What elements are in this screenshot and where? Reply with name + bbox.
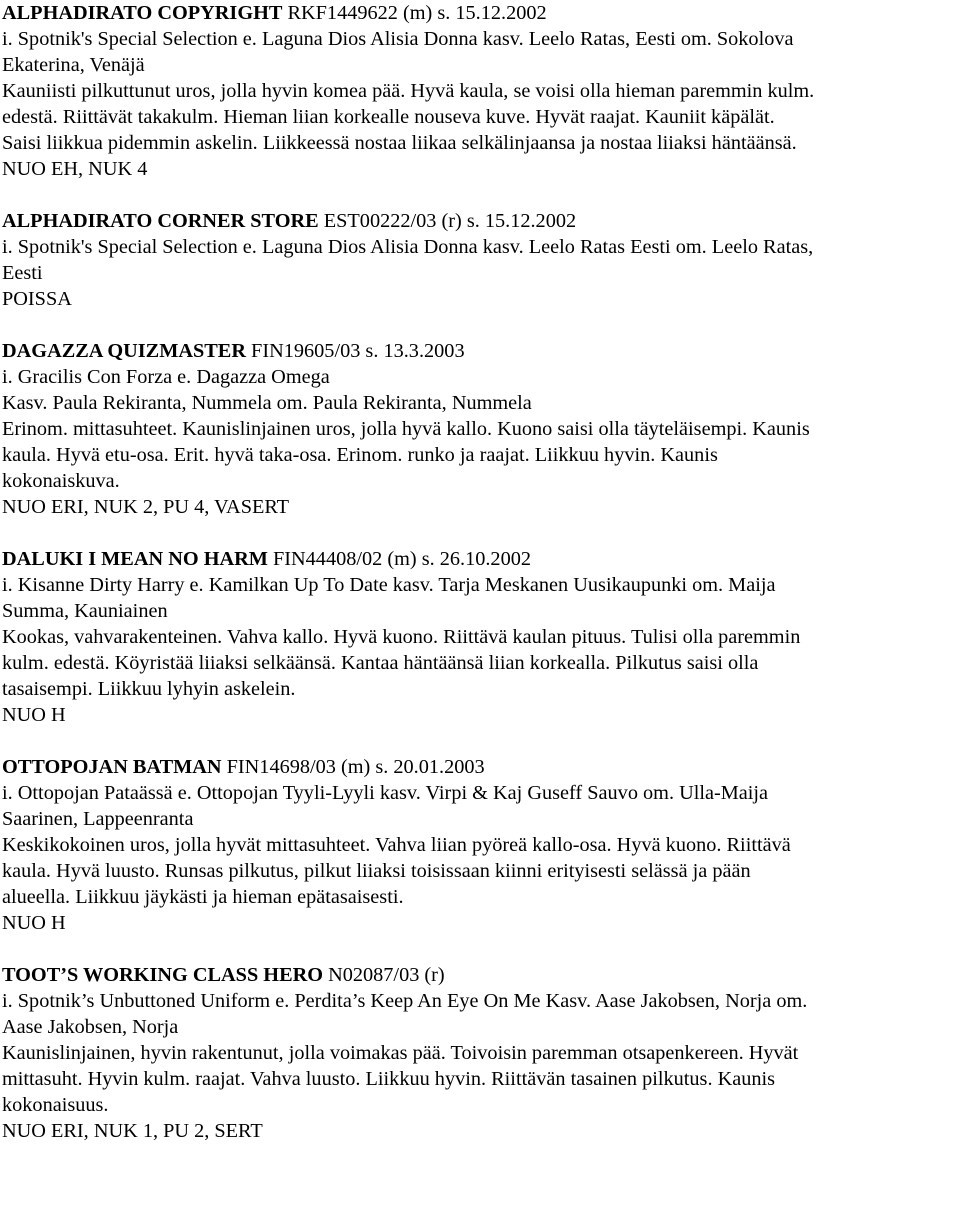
pedigree-line: i. Kisanne Dirty Harry e. Kamilkan Up To Date kasv. Tarja Meskanen Uusikaupunki om. Maija [2, 574, 776, 596]
critique-line: Keskikokoinen uros, jolla hyvät mittasuhteet. Vahva liian pyöreä kallo-osa. Hyvä kuono. Riittävä [2, 834, 791, 856]
registration-info: RKF1449622 (m) s. 15.12.2002 [282, 2, 547, 24]
result-line: NUO ERI, NUK 2, PU 4, VASERT [2, 496, 290, 518]
critique-line: alueella. Liikkuu jäykästi ja hieman epätasaisesti. [2, 886, 404, 908]
dog-entry-3 [2, 338, 956, 520]
dog-name: DAGAZZA QUIZMASTER [2, 340, 246, 362]
critique-line: Saisi liikkua pidemmin askelin. Liikkeessä nostaa liikaa selkälinjaansa ja nostaa liiaksi häntäänsä. [2, 132, 797, 154]
dog-name: TOOT’S WORKING CLASS HERO [2, 964, 324, 986]
critique-line: tasaisempi. Liikkuu lyhyin askelein. [2, 678, 296, 700]
critique-line: Kookas, vahvarakenteinen. Vahva kallo. Hyvä kuono. Riittävä kaulan pituus. Tulisi olla paremmin [2, 626, 801, 648]
registration-info: FIN19605/03 s. 13.3.2003 [245, 340, 465, 362]
dog-entry-4 [2, 546, 956, 728]
critique-line: kulm. edestä. Köyristää liiaksi selkäänsä. Kantaa häntäänsä liian korkealla. Pilkutus saisi olla [2, 652, 759, 674]
entry-header [2, 754, 956, 780]
dog-name: ALPHADIRATO COPYRIGHT [2, 2, 283, 24]
critique-line: kokonaiskuva. [2, 470, 120, 492]
pedigree-line: Ekaterina, Venäjä [2, 54, 145, 76]
pedigree-line: Aase Jakobsen, Norja [2, 1016, 179, 1038]
pedigree-line: i. Spotnik’s Unbuttoned Uniform e. Perdita’s Keep An Eye On Me Kasv. Aase Jakobsen, Norja om. [2, 990, 808, 1012]
pedigree-line: i. Spotnik's Special Selection e. Laguna Dios Alisia Donna kasv. Leelo Ratas Eesti om. Leelo Ratas, [2, 236, 814, 258]
critique-line: Kauniisti pilkuttunut uros, jolla hyvin komea pää. Hyvä kaula, se voisi olla hieman paremmin kulm. [2, 80, 815, 102]
critique-line: Erinom. mittasuhteet. Kaunislinjainen uros, jolla hyvä kallo. Kuono saisi olla täyteläisempi. Kaunis [2, 418, 810, 440]
pedigree-line: Summa, Kauniainen [2, 600, 168, 622]
result-line: NUO H [2, 704, 66, 726]
pedigree-line: i. Ottopojan Pataässä e. Ottopojan Tyyli-Lyyli kasv. Virpi & Kaj Guseff Sauvo om. Ulla-Maija [2, 782, 769, 804]
entry-header [2, 208, 956, 234]
dog-entry-2 [2, 208, 956, 312]
dog-entry-6 [2, 962, 956, 1144]
critique-line: kokonaisuus. [2, 1094, 109, 1116]
result-line: NUO EH, NUK 4 [2, 158, 148, 180]
breeder-owner-line: Kasv. Paula Rekiranta, Nummela om. Paula Rekiranta, Nummela [2, 392, 532, 414]
pedigree-line: Eesti [2, 262, 43, 284]
registration-info: FIN44408/02 (m) s. 26.10.2002 [267, 548, 531, 570]
dog-entry-1 [2, 0, 956, 182]
dog-name: DALUKI I MEAN NO HARM [2, 548, 268, 570]
entry-header [2, 338, 956, 364]
result-line: NUO ERI, NUK 1, PU 2, SERT [2, 1120, 263, 1142]
dog-name: ALPHADIRATO CORNER STORE [2, 210, 319, 232]
dog-name: OTTOPOJAN BATMAN [2, 756, 222, 778]
registration-info: N02087/03 (r) [323, 964, 445, 986]
critique-line: kaula. Hyvä etu-osa. Erit. hyvä taka-osa. Erinom. runko ja raajat. Liikkuu hyvin. Kaunis [2, 444, 718, 466]
critique-line: Kaunislinjainen, hyvin rakentunut, jolla voimakas pää. Toivoisin paremman otsapenkereen. Hyvät [2, 1042, 799, 1064]
pedigree-line: i. Spotnik's Special Selection e. Laguna Dios Alisia Donna kasv. Leelo Ratas, Eesti om. Sokolova [2, 28, 794, 50]
entry-header [2, 0, 956, 26]
entry-header [2, 546, 956, 572]
critique-line: kaula. Hyvä luusto. Runsas pilkutus, pilkut liiaksi toisissaan kiinni erityisesti selässä ja pään [2, 860, 751, 882]
dog-entry-5 [2, 754, 956, 936]
critique-line: edestä. Riittävät takakulm. Hieman liian korkealle nouseva kuve. Hyvät raajat. Kauniit käpälät. [2, 106, 775, 128]
pedigree-line: i. Gracilis Con Forza e. Dagazza Omega [2, 366, 330, 388]
entry-header [2, 962, 956, 988]
registration-info: EST00222/03 (r) s. 15.12.2002 [318, 210, 577, 232]
result-line: POISSA [2, 288, 72, 310]
registration-info: FIN14698/03 (m) s. 20.01.2003 [221, 756, 485, 778]
critique-line: mittasuht. Hyvin kulm. raajat. Vahva luusto. Liikkuu hyvin. Riittävän tasainen pilkutus. Kaunis [2, 1068, 776, 1090]
pedigree-line: Saarinen, Lappeenranta [2, 808, 194, 830]
result-line: NUO H [2, 912, 66, 934]
